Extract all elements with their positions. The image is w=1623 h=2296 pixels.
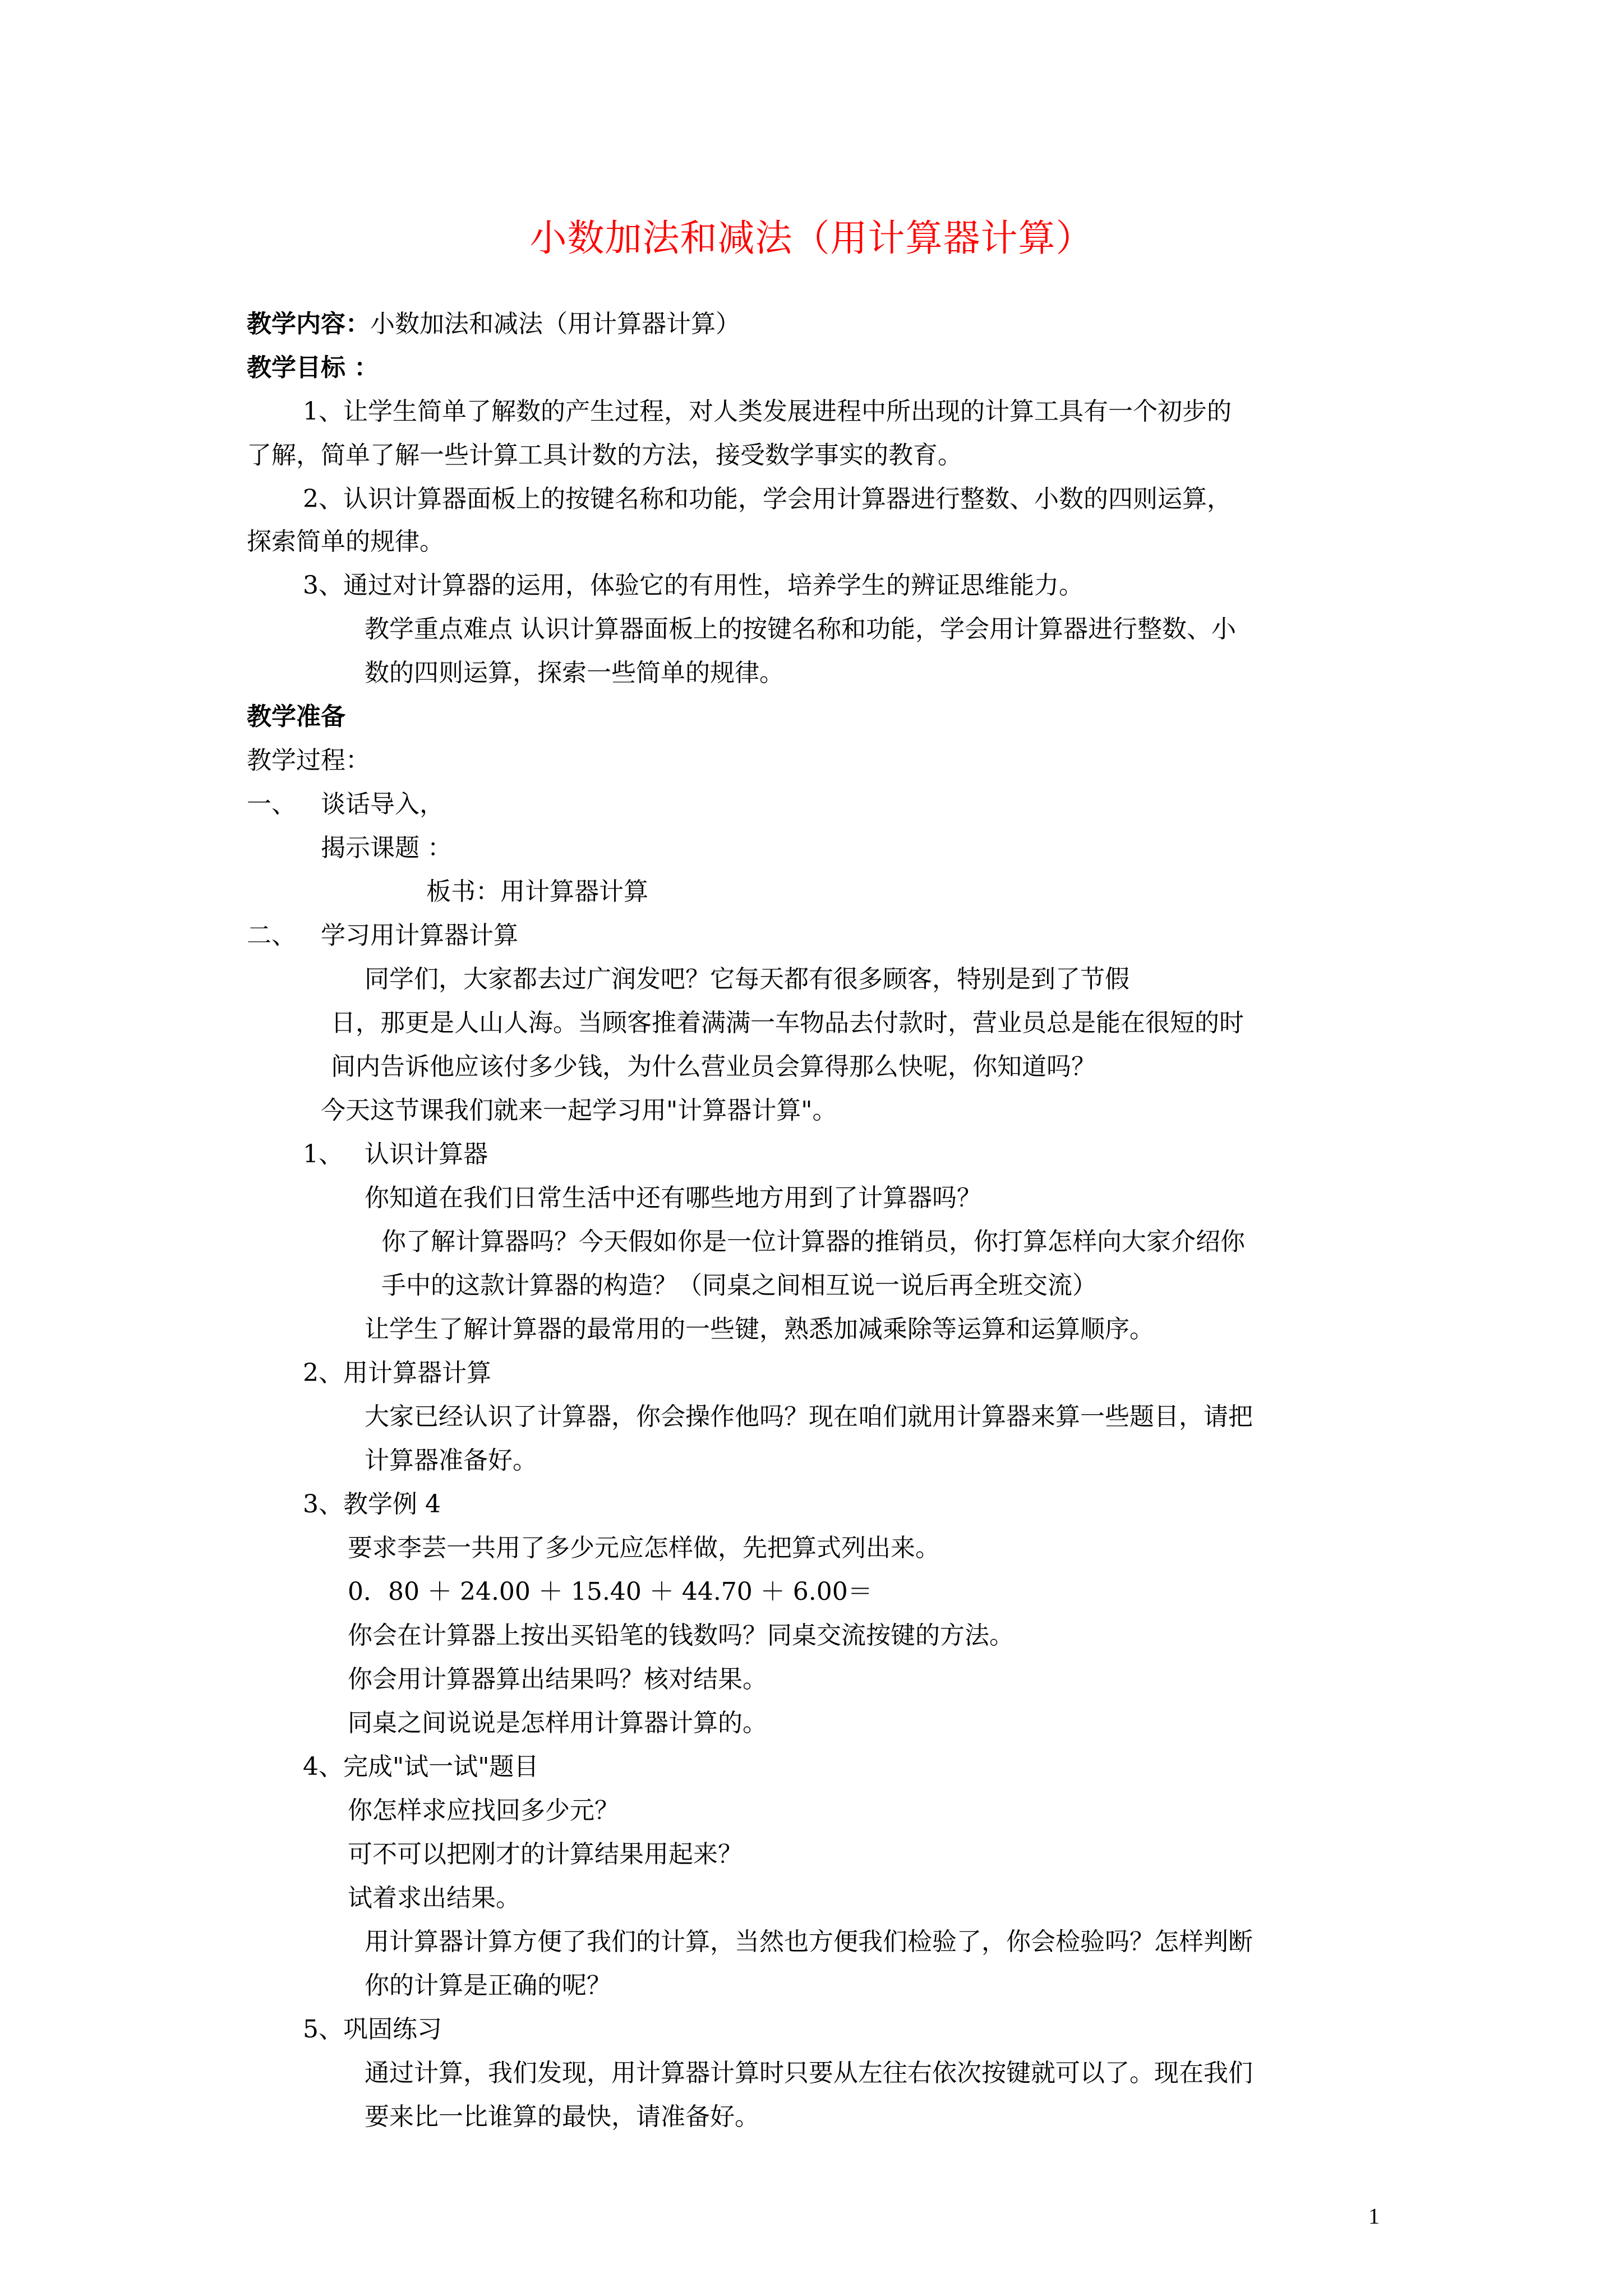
objective-3: 3、通过对计算器的运用，体验它的有用性，培养学生的辨证思维能力。 (303, 571, 1083, 600)
part-4-line-5: 你的计算是正确的呢？ (365, 1971, 611, 2000)
part-5-line-2: 要来比一比谁算的最快，请准备好。 (365, 2102, 759, 2131)
part-4-line-4: 用计算器计算方便了我们的计算，当然也方便我们检验了，你会检验吗？怎样判断 (365, 1927, 1253, 1956)
process-label: 教学过程： (247, 746, 370, 775)
section-2-title: 学习用计算器计算 (321, 921, 518, 950)
part-3-title: 3、教学例 4 (303, 1490, 441, 1519)
key-points-line-2: 数的四则运算，探索一些简单的规律。 (365, 659, 784, 687)
key-points-line-1: 教学重点难点 认识计算器面板上的按键名称和功能，学会用计算器进行整数、小 (365, 615, 1236, 643)
objectives-label: 教学目标 ： (247, 353, 379, 382)
part-1-number: 1、 (303, 1140, 343, 1168)
part-3-line-5: 同桌之间说说是怎样用计算器计算的。 (348, 1709, 767, 1737)
section-1-reveal: 揭示课题 ： (321, 834, 452, 862)
preparation-label: 教学准备 (247, 702, 345, 731)
document-title: 小数加法和减法（用计算器计算） (529, 217, 1094, 260)
part-2-line-1: 大家已经认识了计算器，你会操作他吗？现在咱们就用计算器来算一些题目，请把 (365, 1402, 1253, 1431)
part-3-formula: 0．80 ＋ 24.00 ＋ 15.40 ＋ 44.70 ＋ 6.00＝ (348, 1577, 873, 1606)
intro-line-4: 今天这节课我们就来一起学习用"计算器计算"。 (321, 1096, 837, 1125)
objective-1-line-1: 1、让学生简单了解数的产生过程，对人类发展进程中所出现的计算工具有一个初步的 (303, 397, 1232, 426)
part-1-line-3: 手中的这款计算器的构造？（同桌之间相互说一说后再全班交流） (381, 1271, 1097, 1300)
objective-2-line-1: 2、认识计算器面板上的按键名称和功能，学会用计算器进行整数、小数的四则运算， (303, 485, 1232, 513)
part-1-line-2: 你了解计算器吗？今天假如你是一位计算器的推销员，你打算怎样向大家介绍你 (381, 1227, 1245, 1256)
part-1-line-1: 你知道在我们日常生活中还有哪些地方用到了计算器吗？ (365, 1184, 981, 1212)
objective-2-line-2: 探索简单的规律。 (247, 527, 444, 556)
objective-1-line-2: 了解，简单了解一些计算工具计数的方法，接受数学事实的教育。 (247, 441, 962, 470)
intro-line-2: 日，那更是人山人海。当顾客推着满满一车物品去付款时，营业员总是能在很短的时 (331, 1009, 1244, 1037)
part-4-line-1: 你怎样求应找回多少元？ (348, 1796, 619, 1825)
part-5-title: 5、巩固练习 (303, 2015, 442, 2044)
content-row (247, 309, 740, 340)
part-2-line-2: 计算器准备好。 (365, 1446, 537, 1475)
part-1-line-4: 让学生了解计算器的最常用的一些键，熟悉加减乘除等运算和运算顺序。 (365, 1315, 1154, 1343)
content-label: 教学内容： (247, 310, 370, 338)
part-1-title: 认识计算器 (365, 1140, 488, 1168)
content-text: 小数加法和减法（用计算器计算） (370, 310, 740, 338)
intro-line-3: 间内告诉他应该付多少钱，为什么营业员会算得那么快呢，你知道吗？ (331, 1052, 1096, 1081)
part-3-line-4: 你会用计算器算出结果吗？核对结果。 (348, 1665, 767, 1694)
part-4-line-3: 试着求出结果。 (348, 1884, 520, 1912)
part-5-line-1: 通过计算，我们发现，用计算器计算时只要从左往右依次按键就可以了。现在我们 (365, 2059, 1253, 2087)
section-2-number: 二、 (247, 921, 296, 950)
section-1-title: 谈话导入， (321, 790, 444, 818)
section-1-number: 一、 (247, 790, 296, 818)
part-2-title: 2、用计算器计算 (303, 1359, 491, 1387)
section-1-board: 板书：用计算器计算 (426, 877, 648, 906)
part-4-title: 4、完成"试一试"题目 (303, 1752, 539, 1781)
page-number: 1 (1368, 2203, 1380, 2229)
part-4-line-2: 可不可以把刚才的计算结果用起来？ (348, 1840, 743, 1869)
part-3-line-3: 你会在计算器上按出买铅笔的钱数吗？同桌交流按键的方法。 (348, 1621, 1014, 1650)
intro-line-1: 同学们，大家都去过广润发吧？它每天都有很多顾客，特别是到了节假 (365, 965, 1129, 993)
part-3-line-1: 要求李芸一共用了多少元应怎样做，先把算式列出来。 (348, 1534, 940, 1562)
